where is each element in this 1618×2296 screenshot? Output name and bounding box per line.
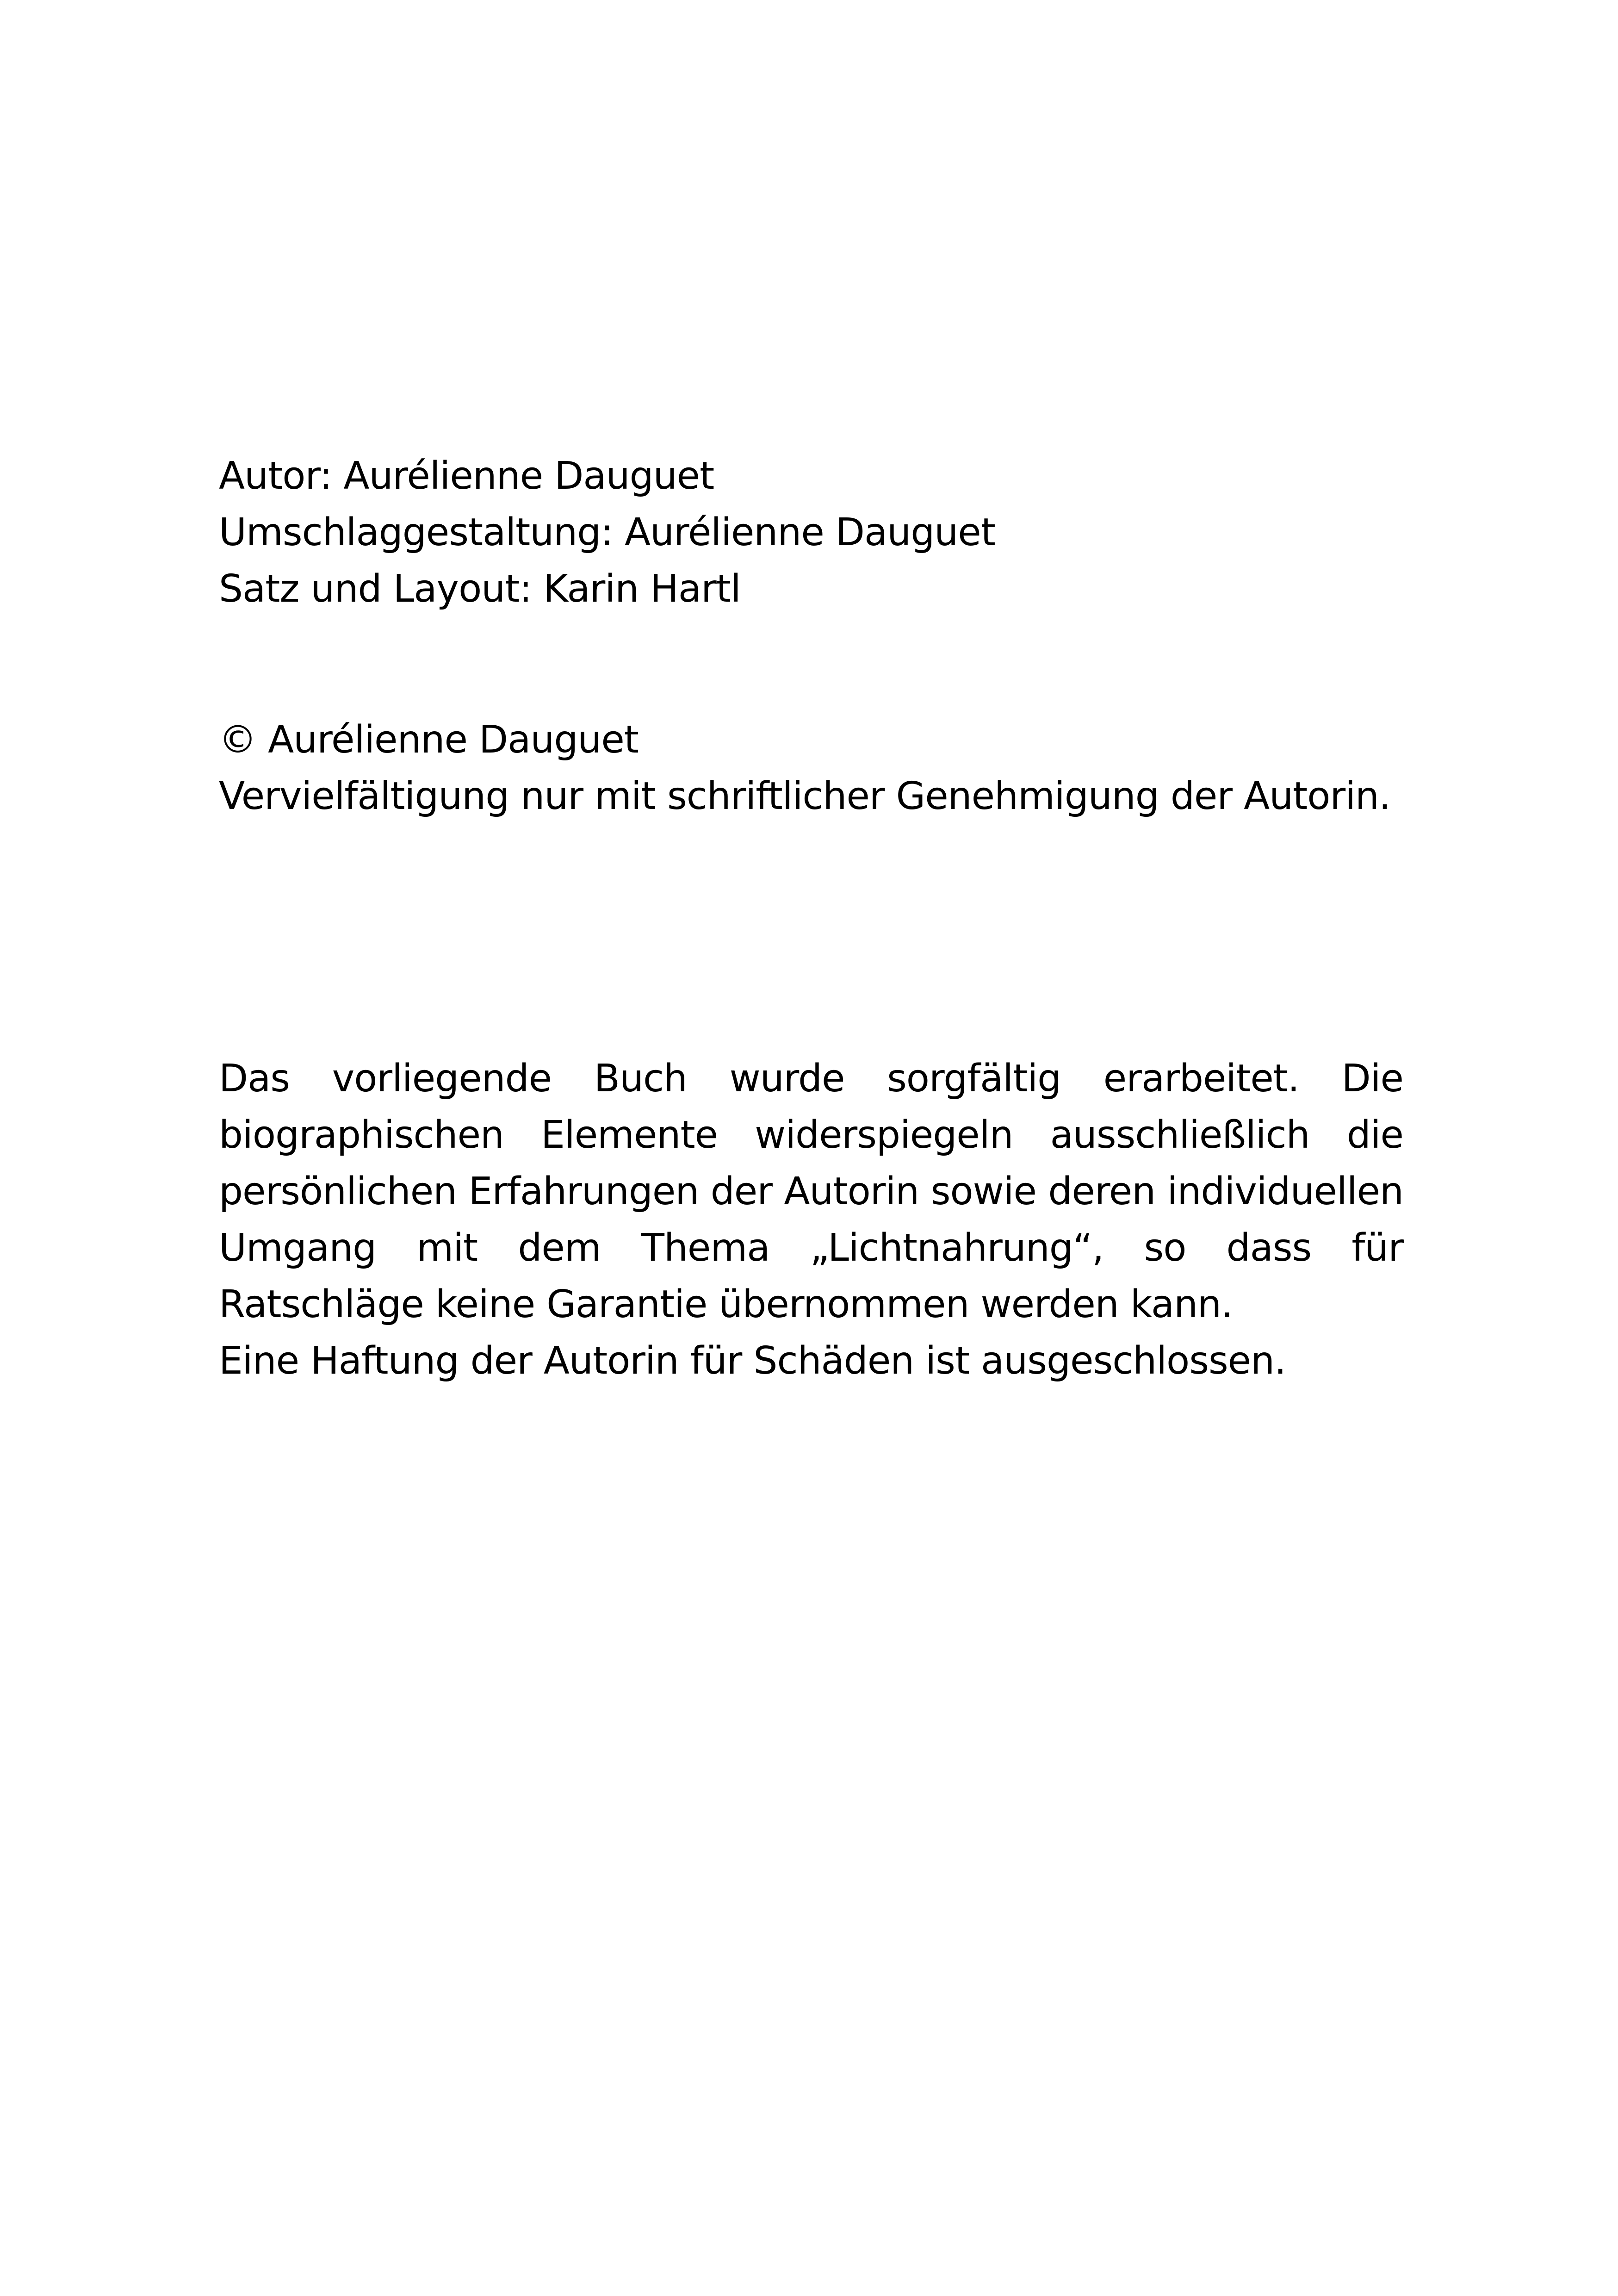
typesetting-line: Satz und Layout: Karin Hartl	[219, 567, 741, 611]
disclaimer-block	[219, 1051, 1403, 1389]
credits-block	[219, 448, 1403, 617]
author-line: Autor: Aurélienne Dauguet	[219, 454, 714, 498]
disclaimer-paragraph: Das vorliegende Buch wurde sorgfältig erarbeitet. Die biographischen Elemente widerspiegeln ausschließlich die persönlichen Erfahrungen der Autorin sowie deren individuellen Umgang mit dem Thema „Lichtnahrung“, so dass für Ratschläge keine Garantie übernommen werden kann.	[219, 1057, 1403, 1326]
cover-design-line: Umschlaggestaltung: Aurélienne Dauguet	[219, 510, 995, 554]
copyright-block	[219, 712, 1403, 825]
liability-notice: Eine Haftung der Autorin für Schäden ist ausgeschlossen.	[219, 1339, 1286, 1383]
copyright-notice: Vervielfältigung nur mit schriftlicher Genehmigung der Autorin.	[219, 774, 1391, 818]
copyright-holder: © Aurélienne Dauguet	[219, 718, 639, 762]
